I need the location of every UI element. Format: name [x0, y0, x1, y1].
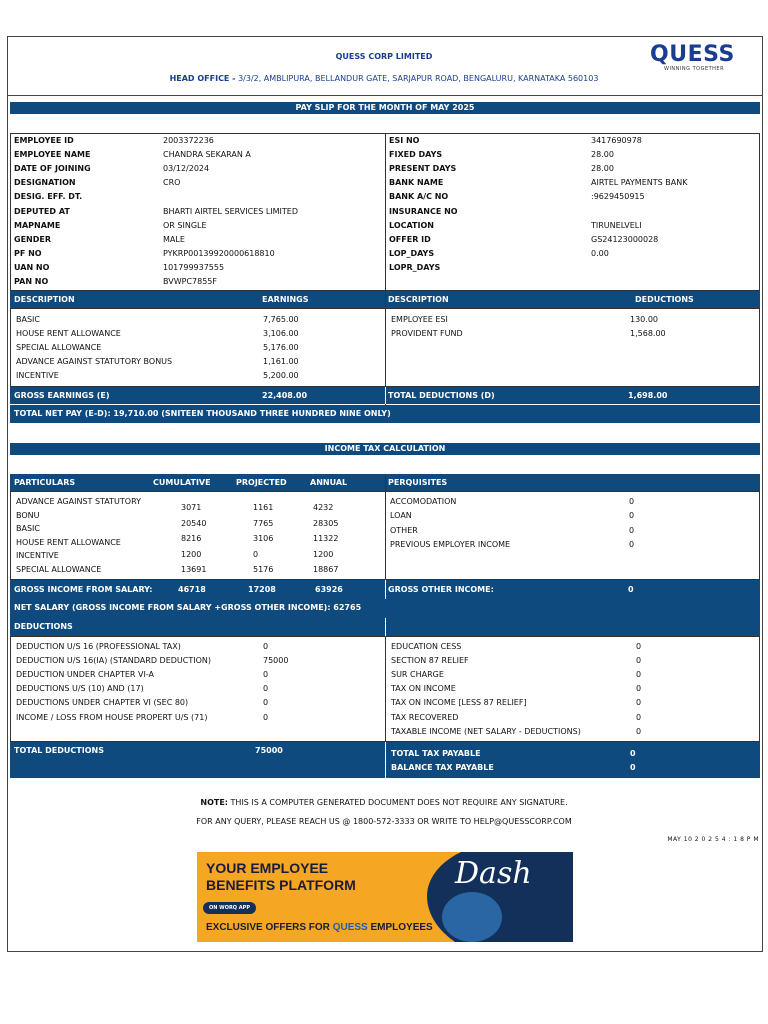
- company-address: [0, 74, 768, 83]
- deduction-item-value: 130.00: [630, 315, 658, 324]
- tax-particular-label: ADVANCE AGAINST STATUTORY: [16, 497, 142, 506]
- tax-deduction-item-label: DEDUCTION U/S 16(IA) (STANDARD DEDUCTION): [16, 656, 211, 666]
- quess-logo: [650, 44, 740, 74]
- dash-logo: Dash: [455, 856, 532, 891]
- tax-item-value: 0: [636, 712, 642, 722]
- banner-sub-brand: QUESS: [332, 922, 368, 933]
- footer-note: [0, 798, 768, 807]
- earning-item-value: 5,176.00: [263, 343, 299, 353]
- tax-item-value: 0: [636, 642, 642, 651]
- total-tax-payable-value: 0: [630, 749, 636, 758]
- tax-annual-head: ANNUAL: [310, 478, 348, 487]
- tax-particular-proj: 5176: [253, 565, 274, 574]
- perquisite-item-label: LOAN: [390, 511, 412, 521]
- earnings-amt-head: EARNINGS: [262, 295, 309, 304]
- gross-other-income-label: GROSS OTHER INCOME:: [388, 585, 494, 594]
- banner-headline-line-1: YOUR EMPLOYEE: [206, 860, 329, 876]
- employee-field-value: 03/12/2024: [163, 164, 210, 174]
- tax-deduction-item-value: 0: [263, 712, 269, 722]
- employee-field-label: PAN NO: [14, 277, 49, 286]
- deductions-amt-head: DEDUCTIONS: [635, 295, 694, 304]
- deduction-item-label: PROVIDENT FUND: [391, 329, 463, 339]
- deduction-item-label: EMPLOYEE ESI: [391, 315, 448, 324]
- tax-item-label: SECTION 87 RELIEF: [391, 656, 469, 666]
- tax-particular-label: BONU: [16, 510, 40, 520]
- company-name: QUESS CORP LIMITED: [335, 52, 433, 61]
- deduction-item-value: 1,568.00: [630, 329, 666, 339]
- employee-field-right-label: LOPR_DAYS: [389, 262, 441, 272]
- tax-particular-proj: 1161: [253, 503, 274, 512]
- perquisite-item-value: 0: [629, 511, 635, 521]
- earning-item-label: BASIC: [16, 315, 40, 324]
- gross-earnings-value: 22,408.00: [262, 391, 308, 400]
- employee-field-value: 2003372236: [163, 136, 214, 145]
- banner-sub-text-2: EMPLOYEES: [370, 922, 433, 933]
- tax-particular-cum: 3071: [181, 503, 202, 512]
- perquisite-item-value: 0: [629, 539, 635, 549]
- banner-wave-accent: [442, 892, 502, 942]
- tax-deduction-item-label: DEDUCTION UNDER CHAPTER VI-A: [16, 670, 154, 680]
- earning-item-value: 3,106.00: [263, 329, 299, 339]
- employee-field-right-value: GS24123000028: [591, 234, 659, 244]
- earning-item-value: 1,161.00: [263, 357, 299, 367]
- tax-item-value: 0: [636, 670, 642, 680]
- tax-deduction-item-value: 0: [263, 684, 269, 694]
- employee-field-right-label: BANK NAME: [389, 178, 444, 188]
- employee-field-label: PF NO: [14, 248, 42, 258]
- employee-field-right-label: LOP_DAYS: [389, 248, 435, 258]
- employee-field-label: MAPNAME: [14, 220, 61, 230]
- tax-deduction-item-value: 75000: [263, 656, 289, 666]
- earning-item-value: 5,200.00: [263, 371, 299, 381]
- tax-particular-ann: 18867: [313, 565, 339, 574]
- earning-item-label: HOUSE RENT ALLOWANCE: [16, 329, 121, 339]
- earning-item-value: 7,765.00: [263, 315, 299, 324]
- earning-item-label: SPECIAL ALLOWANCE: [16, 343, 102, 353]
- payslip-title-bar: PAY SLIP FOR THE MONTH OF MAY 2025: [10, 102, 760, 114]
- tax-particular-label: HOUSE RENT ALLOWANCE: [16, 537, 121, 547]
- gross-other-income-value: 0: [628, 585, 634, 594]
- earnings-desc-head: DESCRIPTION: [14, 295, 75, 304]
- tax-item-label: EDUCATION CESS: [391, 642, 462, 651]
- tax-particular-label: SPECIAL ALLOWANCE: [16, 564, 102, 574]
- header-divider: [7, 95, 763, 96]
- tax-deduction-item-value: 0: [263, 670, 269, 680]
- net-pay-text: TOTAL NET PAY (E-D): 19,710.00 (SNITEEN THOUSAND THREE HUNDRED NINE ONLY): [14, 409, 391, 418]
- tax-particular-cum: 8216: [181, 534, 202, 543]
- employee-field-label: UAN NO: [14, 262, 50, 272]
- tax-particular-ann: 1200: [313, 549, 334, 559]
- total-tax-payable-label: TOTAL TAX PAYABLE: [391, 749, 481, 758]
- tax-particular-proj: 3106: [253, 534, 274, 543]
- tax-item-value: 0: [636, 656, 642, 666]
- footer-query: FOR ANY QUERY, PLEASE REACH US @ 1800-572-3333 OR WRITE TO HELP@QUESSCORP.COM: [196, 817, 572, 826]
- tax-totals-divider: [385, 742, 386, 778]
- dash-benefits-banner[interactable]: [197, 852, 573, 942]
- tax-item-label: SUR CHARGE: [391, 670, 444, 680]
- tax-deduction-item-value: 0: [263, 642, 269, 651]
- employee-field-right-value: :9629450915: [591, 192, 645, 202]
- employee-field-value: BVWPC7855F: [163, 277, 217, 286]
- address-label: HEAD OFFICE -: [169, 74, 236, 83]
- logo-wordmark: QUESS: [650, 42, 735, 67]
- tax-deduction-item-label: DEDUCTIONS U/S (10) AND (17): [16, 684, 144, 694]
- tax-particular-ann: 11322: [313, 534, 339, 543]
- employee-field-right-value: TIRUNELVELI: [591, 220, 642, 230]
- gross-income-projected: 17208: [248, 585, 276, 594]
- balance-tax-payable-label: BALANCE TAX PAYABLE: [391, 763, 494, 772]
- employee-field-label: EMPLOYEE NAME: [14, 150, 91, 160]
- tax-perquisites-head: PERQUISITES: [388, 478, 448, 487]
- banner-headline: [206, 860, 356, 894]
- tax-item-value: 0: [636, 684, 642, 694]
- tax-particular-cum: 1200: [181, 549, 202, 559]
- tax-item-value: 0: [636, 698, 642, 708]
- banner-subline: [206, 922, 433, 933]
- perquisite-item-value: 0: [629, 497, 635, 506]
- employee-info-divider: [385, 133, 386, 291]
- gross-income-cumulative: 46718: [178, 585, 206, 594]
- tax-particular-ann: 4232: [313, 503, 334, 512]
- employee-field-right-label: PRESENT DAYS: [389, 164, 457, 174]
- balance-tax-payable-value: 0: [630, 763, 636, 772]
- note-label: NOTE:: [200, 798, 228, 807]
- tax-cumulative-head: CUMULATIVE: [153, 478, 211, 487]
- perquisite-item-value: 0: [629, 525, 635, 535]
- tax-item-label: TAX RECOVERED: [391, 712, 459, 722]
- tax-item-label: TAXABLE INCOME (NET SALARY - DEDUCTIONS): [391, 726, 581, 736]
- tax-deduction-item-label: INCOME / LOSS FROM HOUSE PROPERT U/S (71): [16, 712, 208, 722]
- tax-total-deductions-label: TOTAL DEDUCTIONS: [14, 746, 104, 755]
- generated-timestamp: MAY 10 2 0 2 5 4 : 1 8 P M: [667, 836, 759, 843]
- tax-particular-cum: 20540: [181, 518, 207, 528]
- gross-income-divider: [385, 580, 386, 599]
- employee-field-value: CHANDRA SEKARAN A: [163, 150, 251, 160]
- tax-title-bar: INCOME TAX CALCULATION: [10, 443, 760, 455]
- employee-field-right-label: ESI NO: [389, 136, 420, 145]
- employee-field-right-label: BANK A/C NO: [389, 192, 449, 202]
- tax-projected-head: PROJECTED: [236, 478, 287, 487]
- employee-field-label: EMPLOYEE ID: [14, 136, 74, 145]
- employee-field-right-label: FIXED DAYS: [389, 150, 443, 160]
- tax-particular-proj: 7765: [253, 518, 274, 528]
- address-text: 3/3/2, AMBLIPURA, BELLANDUR GATE, SARJAPUR ROAD, BENGALURU, KARNATAKA 560103: [238, 74, 599, 83]
- employee-field-value: CRO: [163, 178, 181, 188]
- total-deductions-value: 1,698.00: [628, 391, 668, 400]
- gross-income-annual: 63926: [315, 585, 343, 594]
- employee-field-label: DEPUTED AT: [14, 206, 70, 216]
- employee-field-value: MALE: [163, 234, 185, 244]
- totals-divider: [385, 387, 386, 404]
- logo-tagline: WINNING TOGETHER: [664, 66, 725, 72]
- employee-field-right-label: INSURANCE NO: [389, 206, 458, 216]
- note-text: THIS IS A COMPUTER GENERATED DOCUMENT DOES NOT REQUIRE ANY SIGNATURE.: [230, 798, 568, 807]
- gross-income-label: GROSS INCOME FROM SALARY:: [14, 585, 153, 594]
- earning-item-label: ADVANCE AGAINST STATUTORY BONUS: [16, 357, 173, 367]
- total-deductions-label: TOTAL DEDUCTIONS (D): [388, 391, 495, 400]
- deductions-desc-head: DESCRIPTION: [388, 295, 449, 304]
- banner-sub-text-1: EXCLUSIVE OFFERS FOR: [206, 922, 330, 933]
- tax-particular-label: BASIC: [16, 524, 40, 533]
- tax-particular-proj: 0: [253, 549, 259, 559]
- tax-particular-label: INCENTIVE: [16, 551, 59, 560]
- employee-field-value: BHARTI AIRTEL SERVICES LIMITED: [163, 206, 299, 216]
- tax-item-label: TAX ON INCOME: [391, 684, 456, 694]
- tax-total-deductions-value: 75000: [255, 746, 283, 755]
- employee-field-value: PYKRP00139920000618810: [163, 248, 275, 258]
- employee-field-label: DATE OF JOINING: [14, 164, 91, 174]
- tax-item-value: 0: [636, 726, 642, 736]
- employee-field-right-label: LOCATION: [389, 220, 434, 230]
- perquisite-item-label: PREVIOUS EMPLOYER INCOME: [390, 539, 511, 549]
- employee-field-right-value: 28.00: [591, 164, 614, 174]
- tax-particular-ann: 28305: [313, 518, 339, 528]
- employee-field-right-label: OFFER ID: [389, 234, 431, 244]
- employee-field-label: DESIGNATION: [14, 178, 76, 188]
- employee-field-value: OR SINGLE: [163, 220, 207, 230]
- gross-earnings-label: GROSS EARNINGS (E): [14, 391, 110, 400]
- tax-deduction-item-label: DEDUCTION U/S 16 (PROFESSIONAL TAX): [16, 642, 181, 651]
- tax-deductions-head: DEDUCTIONS: [14, 622, 73, 631]
- employee-field-right-value: 0.00: [591, 248, 609, 258]
- perquisite-item-label: ACCOMODATION: [390, 497, 457, 506]
- employee-field-label: GENDER: [14, 234, 51, 244]
- banner-headline-line-2: BENEFITS PLATFORM: [206, 877, 356, 893]
- employee-field-right-value: AIRTEL PAYMENTS BANK: [591, 178, 688, 188]
- worq-app-pill: ON WORQ APP: [203, 902, 256, 914]
- employee-field-label: DESIG. EFF. DT.: [14, 192, 83, 202]
- earning-item-label: INCENTIVE: [16, 371, 59, 381]
- net-salary-text: NET SALARY (GROSS INCOME FROM SALARY +GROSS OTHER INCOME): 62765: [14, 603, 362, 612]
- deductions-head-row-right: [386, 618, 760, 636]
- employee-field-right-value: 28.00: [591, 150, 614, 160]
- tax-item-label: TAX ON INCOME [LESS 87 RELIEF]: [391, 698, 527, 708]
- perquisite-item-label: OTHER: [390, 525, 418, 535]
- tax-deduction-item-label: DEDUCTIONS UNDER CHAPTER VI (SEC 80): [16, 698, 189, 708]
- employee-field-right-value: 3417690978: [591, 136, 642, 145]
- tax-particulars-head: PARTICULARS: [14, 478, 76, 487]
- tax-particular-cum: 13691: [181, 565, 207, 574]
- tax-deduction-item-value: 0: [263, 698, 269, 708]
- employee-field-value: 101799937555: [163, 262, 225, 272]
